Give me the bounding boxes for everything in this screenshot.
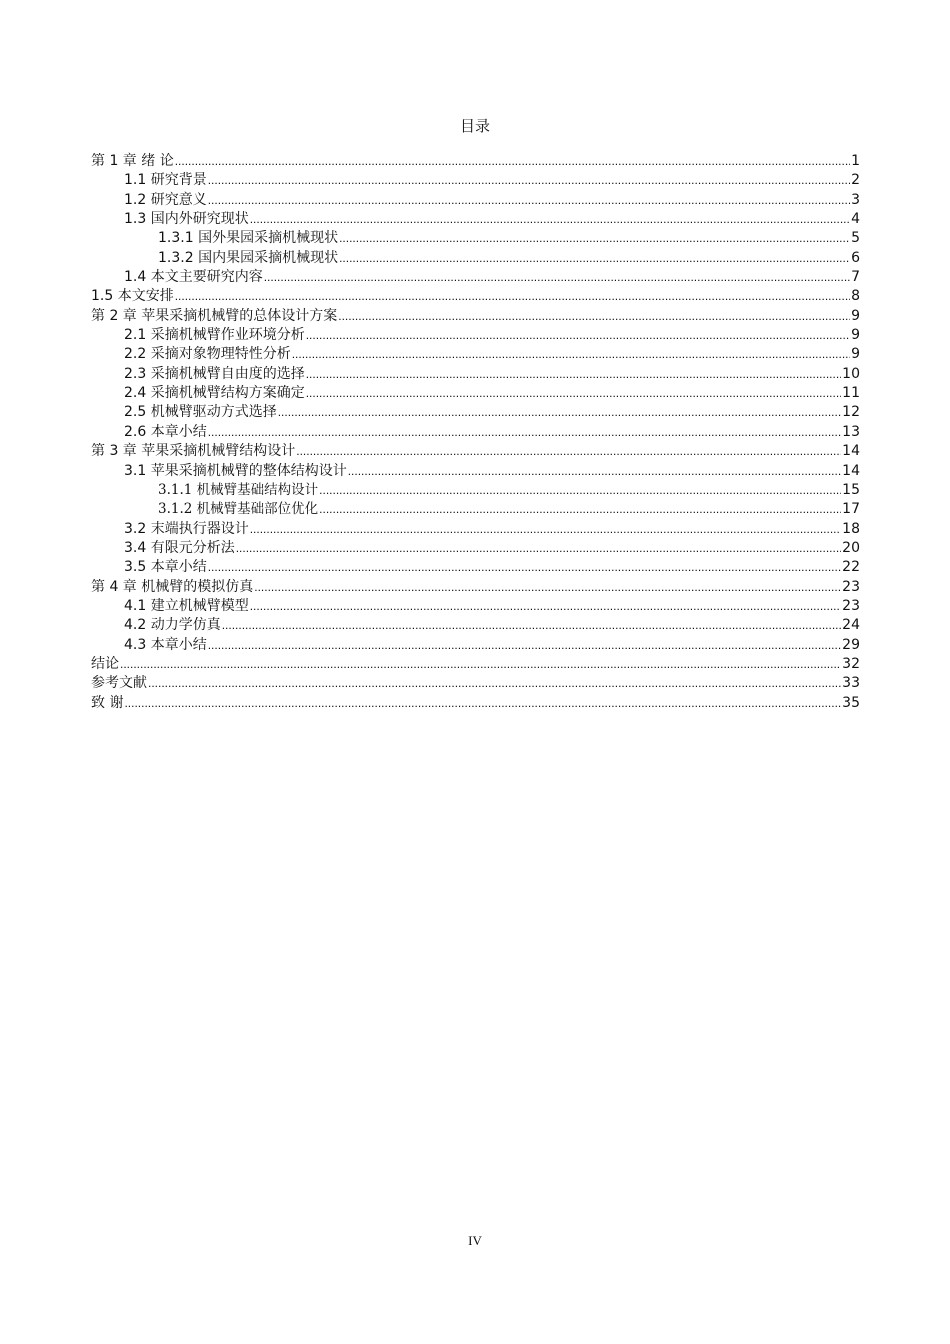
toc-entry-page-number: 22 <box>842 559 860 576</box>
toc-entry-label: 4.3 本章小结 <box>124 636 207 653</box>
toc-entry[interactable] <box>91 423 860 442</box>
toc-dot-leader <box>278 403 841 422</box>
toc-dot-leader <box>148 674 841 693</box>
toc-entry-page-number: 14 <box>842 462 860 479</box>
toc-entry-label: 1.3.2 国内果园采摘机械现状 <box>158 249 339 266</box>
toc-entry-page-number: 3 <box>851 191 860 208</box>
toc-entry[interactable] <box>91 191 860 210</box>
toc-entry[interactable] <box>91 229 860 248</box>
toc-dot-leader <box>338 307 850 326</box>
toc-dot-leader <box>208 636 841 655</box>
toc-entry-label: 第 1 章 绪 论 <box>91 153 174 169</box>
toc-entry-page-number: 17 <box>842 501 860 518</box>
toc-dot-leader <box>175 287 850 306</box>
toc-entry-page-number: 5 <box>851 230 860 247</box>
toc-dot-leader <box>208 423 841 442</box>
toc-entry-page-number: 7 <box>851 269 860 286</box>
toc-entry[interactable] <box>91 578 860 597</box>
toc-entry[interactable] <box>91 171 860 190</box>
toc-entry-label: 2.2 采摘对象物理特性分析 <box>124 346 291 363</box>
toc-entry[interactable] <box>91 287 860 306</box>
toc-dot-leader <box>208 191 850 210</box>
toc-entry-page-number: 18 <box>842 520 860 537</box>
toc-entry-label: 2.6 本章小结 <box>124 423 207 440</box>
toc-entry[interactable] <box>91 249 860 268</box>
toc-entry-label: 2.3 采摘机械臂自由度的选择 <box>124 365 305 382</box>
toc-entry-page-number: 10 <box>842 365 860 382</box>
toc-entry-page-number: 32 <box>842 655 860 672</box>
toc-dot-leader <box>250 210 850 229</box>
toc-entry[interactable] <box>91 403 860 422</box>
toc-entry-label: 第 4 章 机械臂的模拟仿真 <box>91 578 254 595</box>
toc-entry[interactable] <box>91 384 860 403</box>
toc-dot-leader <box>250 597 841 616</box>
toc-entry[interactable] <box>91 210 860 229</box>
toc-entry-label: 4.2 动力学仿真 <box>124 617 221 634</box>
toc-dot-leader <box>306 384 841 403</box>
toc-entry-page-number: 23 <box>842 597 860 614</box>
toc-entry[interactable] <box>91 520 860 539</box>
toc-entry-page-number: 23 <box>842 578 860 595</box>
toc-dot-leader <box>306 326 850 345</box>
page-title: 目录 <box>459 117 490 135</box>
toc-dot-leader <box>175 152 850 171</box>
toc-entry-label: 1.4 本文主要研究内容 <box>124 269 263 286</box>
toc-entry-page-number: 4 <box>851 211 860 228</box>
toc-entry-page-number: 15 <box>842 481 860 498</box>
toc-entry[interactable] <box>91 558 860 577</box>
toc-entry-page-number: 33 <box>842 675 860 692</box>
toc-entry[interactable] <box>91 462 860 481</box>
toc-entry-page-number: 9 <box>851 307 860 324</box>
toc-entry-page-number: 35 <box>842 694 860 711</box>
toc-entry-label: 第 3 章 苹果采摘机械臂结构设计 <box>91 443 296 460</box>
toc-entry-label: 4.1 建立机械臂模型 <box>124 597 249 614</box>
toc-entry-page-number: 12 <box>842 404 860 421</box>
toc-entry[interactable] <box>91 152 860 171</box>
toc-entry-page-number: 6 <box>851 249 860 266</box>
toc-entry-page-number: 20 <box>842 539 860 556</box>
toc-dot-leader <box>236 539 841 558</box>
toc-entry-label: 2.4 采摘机械臂结构方案确定 <box>124 385 305 402</box>
toc-dot-leader <box>292 345 850 364</box>
toc-dot-leader <box>348 462 841 481</box>
toc-dot-leader <box>124 694 841 713</box>
toc-entry-label: 致 谢 <box>91 694 124 711</box>
toc-entry[interactable] <box>91 481 860 500</box>
toc-dot-leader <box>120 655 841 674</box>
table-of-contents <box>91 152 860 713</box>
toc-entry-label: 3.1.2 机械臂基础部位优化 <box>158 501 319 518</box>
toc-entry-page-number: 2 <box>851 172 860 189</box>
toc-dot-leader <box>222 616 841 635</box>
toc-entry-page-number: 29 <box>842 636 860 653</box>
toc-entry-label: 3.5 本章小结 <box>124 559 207 576</box>
page-footer-number: IV <box>468 1233 482 1248</box>
toc-entry[interactable] <box>91 307 860 326</box>
toc-dot-leader <box>296 442 841 461</box>
toc-entry-page-number: 9 <box>851 327 860 344</box>
toc-entry-page-number: 13 <box>842 423 860 440</box>
toc-dot-leader <box>208 558 841 577</box>
toc-entry-page-number: 8 <box>851 288 860 305</box>
toc-entry-label: 1.1 研究背景 <box>124 172 207 189</box>
toc-entry[interactable] <box>91 616 860 635</box>
toc-entry-page-number: 9 <box>851 346 860 363</box>
toc-dot-leader <box>264 268 850 287</box>
toc-entry[interactable] <box>91 345 860 364</box>
toc-entry-page-number: 1 <box>851 153 860 169</box>
toc-dot-leader <box>319 481 841 500</box>
toc-entry-page-number: 11 <box>842 385 860 402</box>
toc-entry-label: 3.4 有限元分析法 <box>124 539 235 556</box>
toc-dot-leader <box>254 578 841 597</box>
toc-dot-leader <box>208 171 850 190</box>
toc-entry[interactable] <box>91 597 860 616</box>
toc-dot-leader <box>306 365 841 384</box>
toc-entry-label: 参考文献 <box>91 675 147 692</box>
toc-entry[interactable] <box>91 268 860 287</box>
toc-entry-label: 3.1.1 机械臂基础结构设计 <box>158 481 319 498</box>
toc-entry[interactable] <box>91 636 860 655</box>
toc-entry-page-number: 24 <box>842 617 860 634</box>
toc-entry[interactable] <box>91 655 860 674</box>
toc-entry-label: 1.2 研究意义 <box>124 191 207 208</box>
toc-entry-label: 2.1 采摘机械臂作业环境分析 <box>124 327 305 344</box>
toc-entry-label: 1.5 本文安排 <box>91 288 174 305</box>
toc-entry[interactable] <box>91 365 860 384</box>
toc-dot-leader <box>339 249 850 268</box>
toc-entry[interactable] <box>91 694 860 713</box>
toc-dot-leader <box>319 500 841 519</box>
toc-dot-leader <box>250 520 841 539</box>
toc-dot-leader <box>339 229 850 248</box>
toc-entry-label: 第 2 章 苹果采摘机械臂的总体设计方案 <box>91 307 338 324</box>
toc-entry-label: 1.3.1 国外果园采摘机械现状 <box>158 230 339 247</box>
toc-entry-label: 2.5 机械臂驱动方式选择 <box>124 404 277 421</box>
toc-entry-label: 结论 <box>91 655 119 672</box>
toc-entry-page-number: 14 <box>842 443 860 460</box>
toc-entry[interactable] <box>91 674 860 693</box>
toc-entry[interactable] <box>91 500 860 519</box>
toc-entry[interactable] <box>91 539 860 558</box>
toc-entry-label: 1.3 国内外研究现状 <box>124 211 249 228</box>
toc-entry[interactable] <box>91 442 860 461</box>
toc-entry-label: 3.1 苹果采摘机械臂的整体结构设计 <box>124 462 347 479</box>
toc-entry[interactable] <box>91 326 860 345</box>
toc-entry-label: 3.2 末端执行器设计 <box>124 520 249 537</box>
